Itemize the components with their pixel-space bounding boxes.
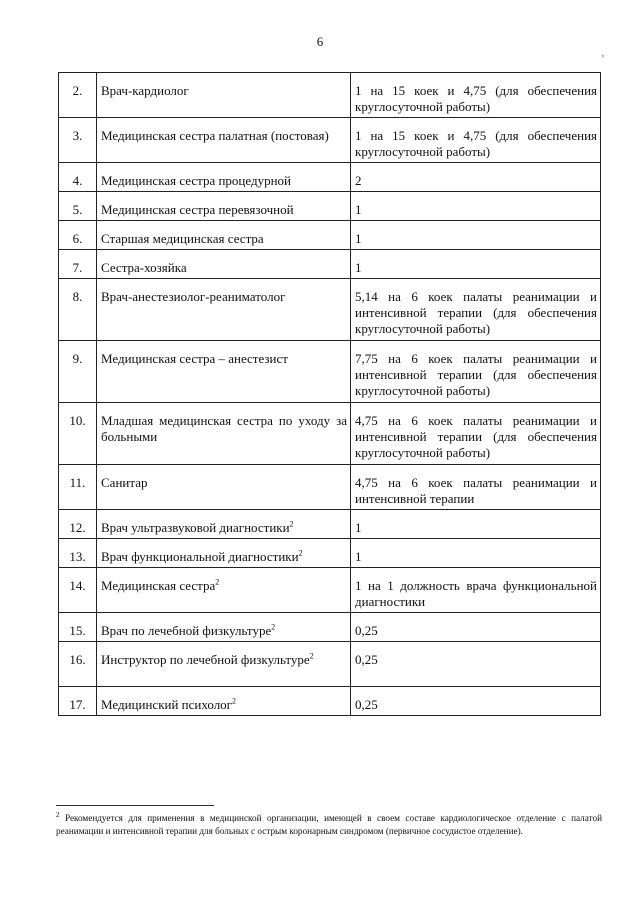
- footnote-marker: 2: [56, 810, 60, 819]
- footnote: [56, 812, 602, 838]
- table-row: [59, 510, 601, 539]
- table-row: [59, 73, 601, 118]
- position-name: Санитар: [97, 465, 351, 510]
- row-number: 9.: [59, 341, 97, 403]
- staffing-norm: 1 на 15 коек и 4,75 (для обеспечения круглосуточной работы): [351, 118, 601, 163]
- position-name: [97, 539, 351, 568]
- row-number: 4.: [59, 163, 97, 192]
- footnote-ref: 2: [298, 548, 303, 558]
- position-name: Сестра-хозяйка: [97, 250, 351, 279]
- row-number: 5.: [59, 192, 97, 221]
- table-row: [59, 465, 601, 510]
- row-number: 7.: [59, 250, 97, 279]
- staffing-norm: 5,14 на 6 коек палаты реанимации и интенсивной терапии (для обеспечения круглосуточной работы): [351, 279, 601, 341]
- position-name: Врач-кардиолог: [97, 73, 351, 118]
- row-number: 11.: [59, 465, 97, 510]
- staffing-norm: 1: [351, 192, 601, 221]
- table-row: [59, 613, 601, 642]
- footnote-text: Рекомендуется для применения в медицинской организации, имеющей в своем составе кардиологическое отделение с палатой реанимации и интенсивной терапии для больных с острым коронарным синдромом (первичное сосудистое отделение).: [56, 813, 602, 836]
- position-name: Врач-анестезиолог-реаниматолог: [97, 279, 351, 341]
- position-name: Медицинская сестра – анестезист: [97, 341, 351, 403]
- position-name: Медицинская сестра палатная (постовая): [97, 118, 351, 163]
- position-name: [97, 510, 351, 539]
- position-label: Врач ультразвуковой диагностики: [101, 520, 290, 535]
- position-label: Инструктор по лечебной физкультуре: [101, 652, 310, 667]
- table-row: [59, 221, 601, 250]
- position-label: Врач по лечебной физкультуре: [101, 623, 272, 638]
- position-name: Старшая медицинская сестра: [97, 221, 351, 250]
- table-row: [59, 539, 601, 568]
- staffing-norm: 1: [351, 221, 601, 250]
- position-name: [97, 568, 351, 613]
- row-number: 3.: [59, 118, 97, 163]
- staffing-norm: 0,25: [351, 613, 601, 642]
- staffing-norm: 4,75 на 6 коек палаты реанимации и интенсивной терапии: [351, 465, 601, 510]
- table-row: [59, 118, 601, 163]
- staffing-norm: 1: [351, 250, 601, 279]
- staffing-norm: 1 на 1 должность врача функциональной диагностики: [351, 568, 601, 613]
- footnote-ref: 2: [215, 577, 220, 587]
- table-row: [59, 568, 601, 613]
- staffing-norm: 7,75 на 6 коек палаты реанимации и интенсивной терапии (для обеспечения круглосуточной работы): [351, 341, 601, 403]
- position-label: Медицинская сестра: [101, 578, 216, 593]
- staffing-norm: 1: [351, 539, 601, 568]
- row-number: 13.: [59, 539, 97, 568]
- table-row: [59, 403, 601, 465]
- row-number: 15.: [59, 613, 97, 642]
- footnote-ref: 2: [289, 519, 294, 529]
- staffing-norm: 0,25: [351, 642, 601, 687]
- row-number: 6.: [59, 221, 97, 250]
- row-number: 14.: [59, 568, 97, 613]
- position-name: [97, 642, 351, 687]
- staffing-norm: 4,75 на 6 коек палаты реанимации и интенсивной терапии (для обеспечения круглосуточной работы): [351, 403, 601, 465]
- table-row: [59, 687, 601, 716]
- position-label: Медицинский психолог: [101, 697, 233, 712]
- table-row: [59, 341, 601, 403]
- footnote-ref: 2: [309, 651, 314, 661]
- row-number: 17.: [59, 687, 97, 716]
- row-number: 16.: [59, 642, 97, 687]
- position-label: Врач функциональной диагностики: [101, 549, 299, 564]
- position-name: [97, 613, 351, 642]
- position-name: Медицинская сестра процедурной: [97, 163, 351, 192]
- stray-mark: ': [602, 54, 604, 65]
- row-number: 8.: [59, 279, 97, 341]
- staffing-norm: 0,25: [351, 687, 601, 716]
- staffing-table: [58, 72, 601, 716]
- row-number: 12.: [59, 510, 97, 539]
- staffing-norm: 2: [351, 163, 601, 192]
- staffing-norm: 1: [351, 510, 601, 539]
- table-row: [59, 642, 601, 687]
- table-row: [59, 192, 601, 221]
- row-number: 10.: [59, 403, 97, 465]
- table-row: [59, 279, 601, 341]
- footnote-ref: 2: [232, 696, 237, 706]
- footnote-divider: [56, 805, 214, 806]
- table-row: [59, 250, 601, 279]
- position-name: Медицинская сестра перевязочной: [97, 192, 351, 221]
- page-number: 6: [316, 34, 324, 49]
- position-name: [97, 687, 351, 716]
- footnote-ref: 2: [271, 622, 276, 632]
- table-row: [59, 163, 601, 192]
- position-name: Младшая медицинская сестра по уходу за больными: [97, 403, 351, 465]
- staffing-norm: 1 на 15 коек и 4,75 (для обеспечения круглосуточной работы): [351, 73, 601, 118]
- row-number: 2.: [59, 73, 97, 118]
